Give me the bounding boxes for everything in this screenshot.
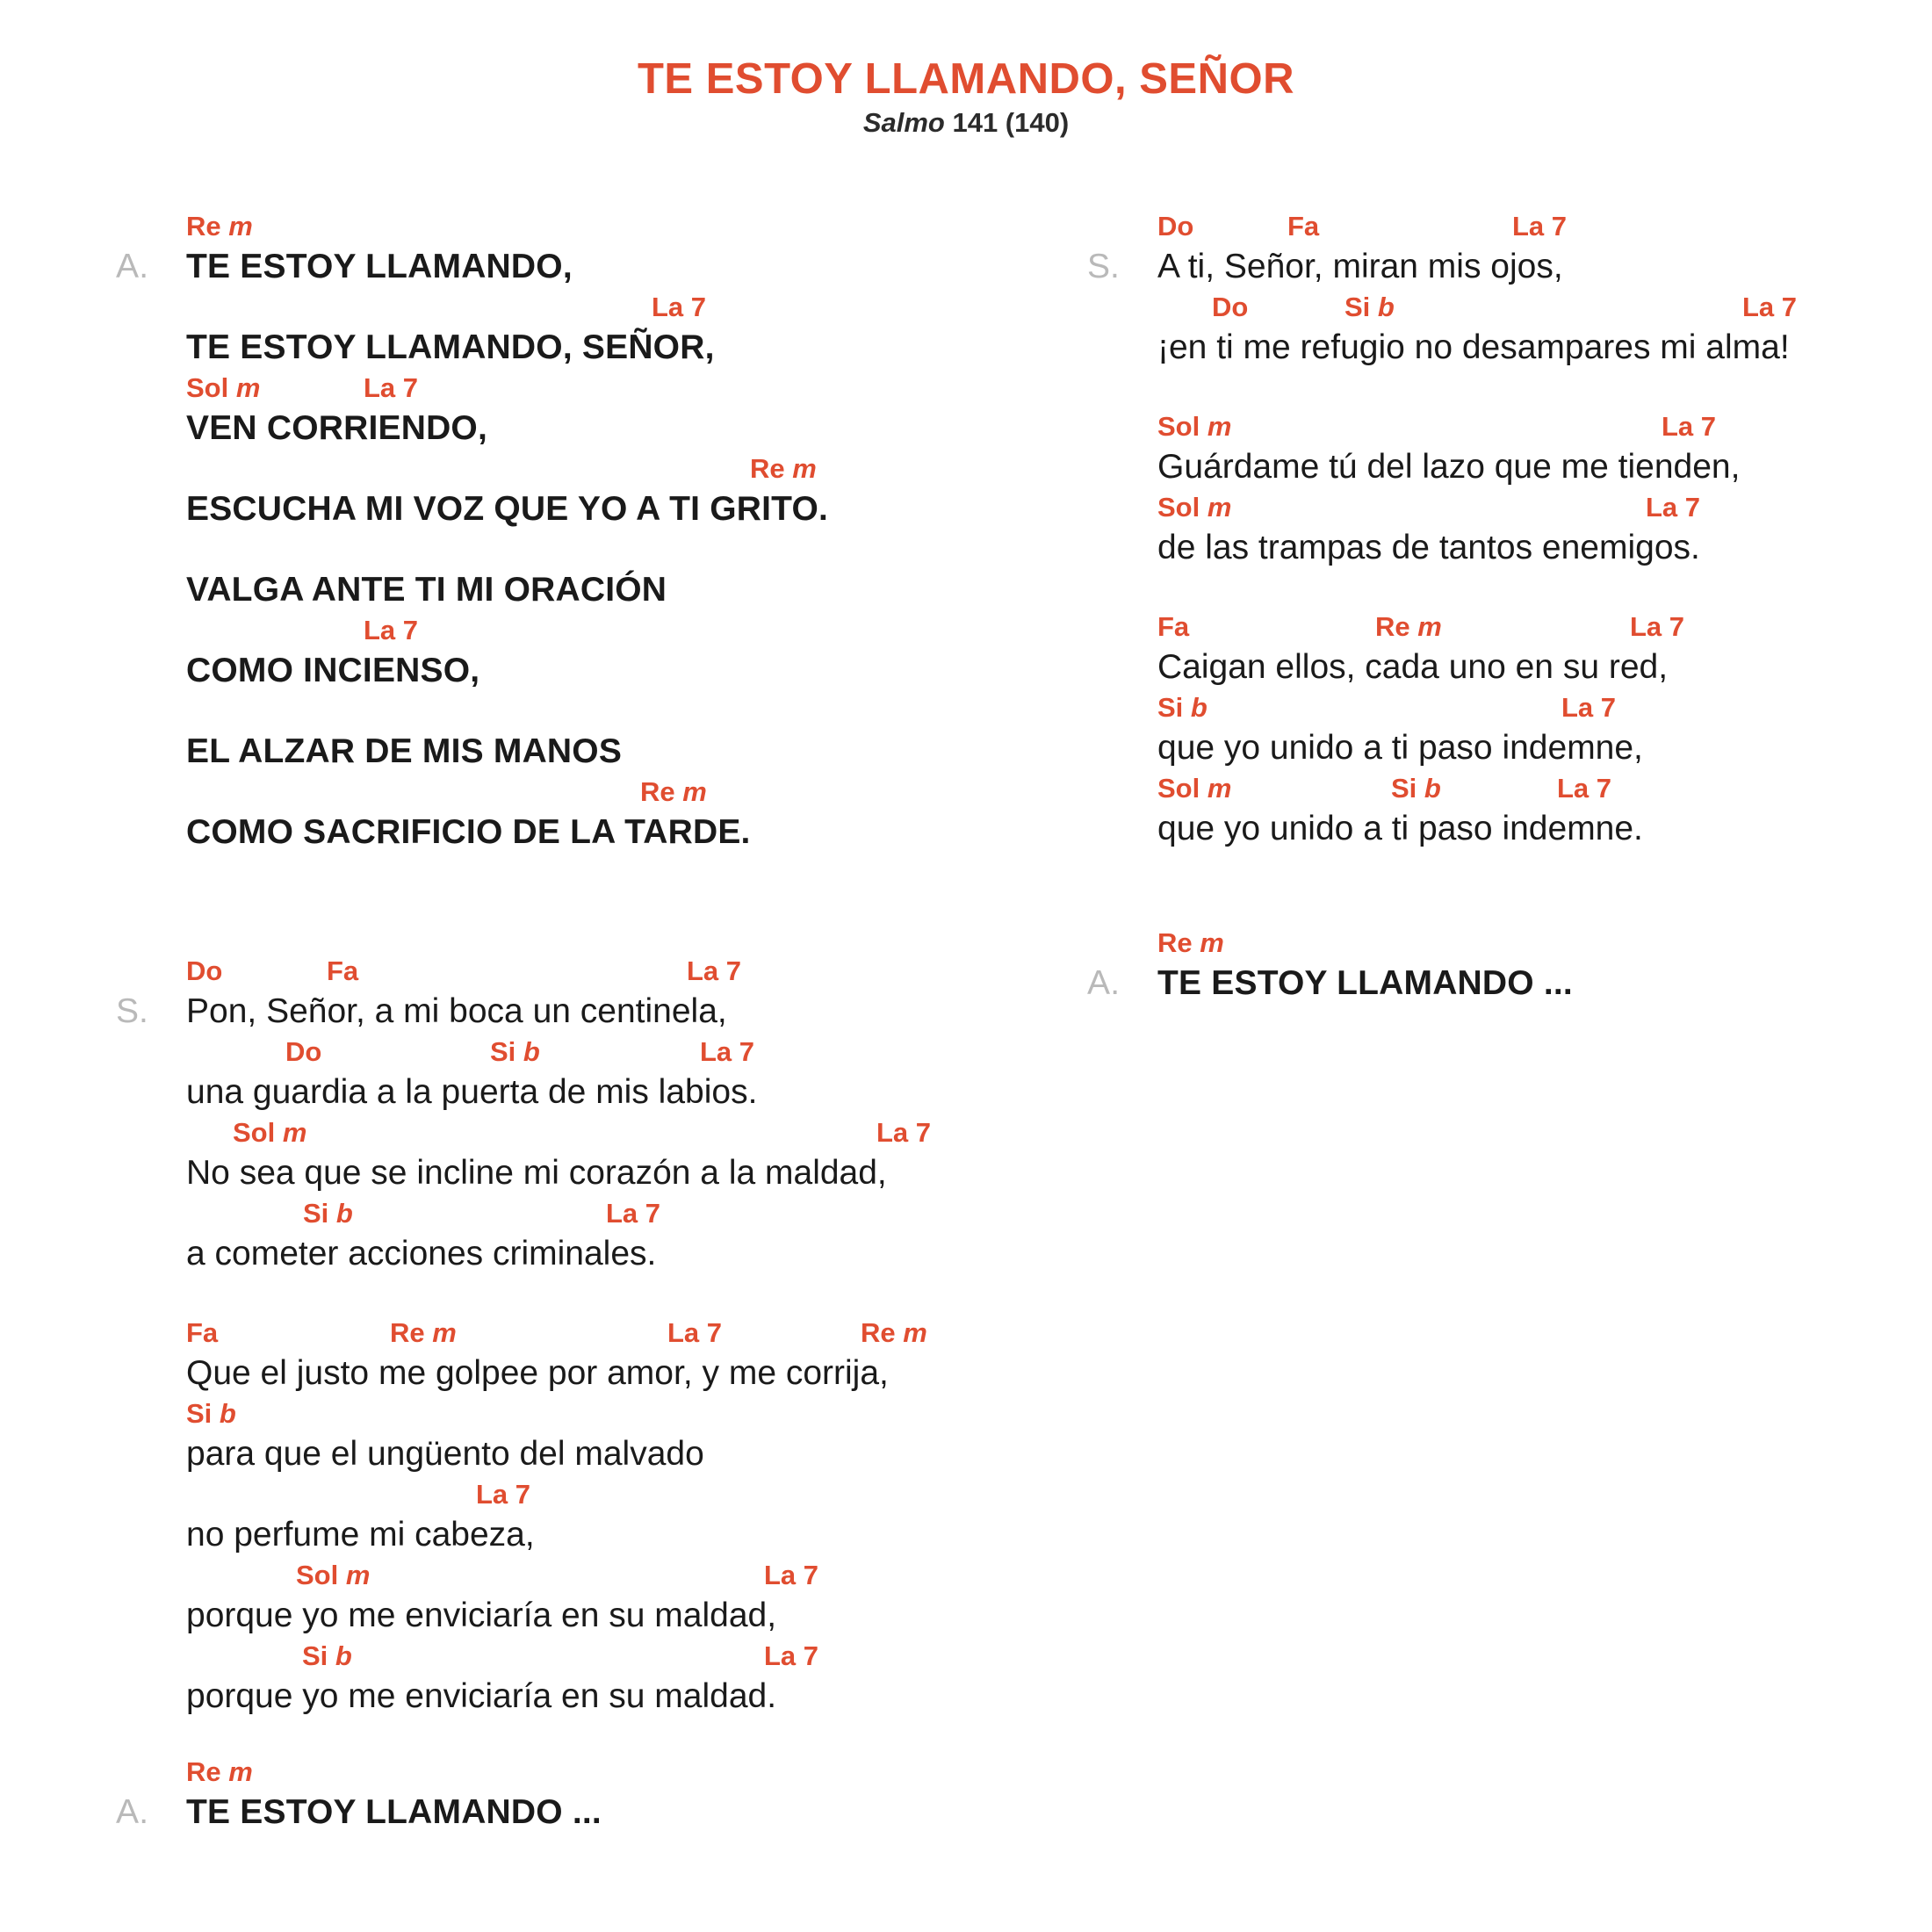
lyric-line: no perfume mi cabeza, (186, 1516, 535, 1554)
chord: Fa (1157, 611, 1190, 642)
song-line (186, 1033, 887, 1114)
lyric-line: VALGA ANTE TI MI ORACIÓN (186, 571, 667, 609)
chord: La 7 (652, 292, 707, 322)
lyric-line: TE ESTOY LLAMANDO, SEÑOR, (186, 328, 715, 366)
chord: Do (1212, 292, 1249, 322)
song-line (186, 1637, 889, 1718)
chord: La 7 (1557, 773, 1612, 804)
song-subtitle (0, 105, 1932, 141)
chord: Fa (327, 955, 359, 986)
chord: Do (1157, 211, 1194, 242)
song-header (0, 54, 1932, 141)
chord: Re m (861, 1317, 927, 1348)
chord: Re m (186, 1756, 253, 1787)
chord-row (186, 207, 977, 246)
lyric-line: ¡en ti me refugio no desampares mi alma! (1157, 328, 1790, 366)
chord: Si b (490, 1036, 540, 1067)
soloist-marker: S. (1087, 248, 1120, 285)
chord: La 7 (606, 1198, 661, 1229)
chord: Re m (390, 1317, 457, 1348)
lyric-line: S. A ti, Señor, miran mis ojos, (1157, 246, 1790, 288)
chord: Fa (186, 1317, 219, 1348)
song-line (1157, 608, 1685, 688)
antiphon-block (116, 207, 977, 854)
chord-row (1157, 924, 1573, 962)
chord-row (1157, 207, 1790, 246)
chord-row (186, 530, 977, 569)
chord: Re m (1375, 611, 1442, 642)
verse-block (1087, 207, 1798, 369)
chord-row (186, 952, 887, 991)
chord: La 7 (876, 1117, 932, 1148)
chord-row (186, 288, 977, 327)
song-line (116, 1753, 602, 1834)
chord: La 7 (364, 615, 419, 645)
chord: La 7 (687, 955, 742, 986)
lyric-line: que yo unido a ti paso indemne. (1157, 810, 1643, 847)
chord-row (1157, 407, 1740, 446)
lyric-line: Que el justo me golpee por amor, y me corrija, (186, 1354, 889, 1392)
antiphon-repeat-block (116, 1753, 602, 1834)
chord: Re m (1157, 927, 1224, 958)
soloist-marker: S. (116, 992, 148, 1030)
song-line (1087, 207, 1790, 288)
lyric-line: Guárdame tú del lazo que me tienden, (1157, 448, 1741, 486)
chord: Sol m (186, 372, 261, 403)
lyric-line: S. Pon, Señor, a mi boca un centinela, (186, 991, 887, 1033)
song-line (186, 692, 977, 773)
chord: Do (186, 955, 223, 986)
chord-row (186, 1033, 887, 1071)
song-line (186, 1475, 889, 1556)
chord: La 7 (667, 1317, 723, 1348)
song-line (116, 207, 977, 288)
chord-row (186, 1194, 887, 1233)
chord: La 7 (700, 1036, 755, 1067)
chord-row (186, 369, 977, 407)
chord: La 7 (1742, 292, 1798, 322)
chord: Do (285, 1036, 322, 1067)
lyric-line: COMO INCIENSO, (186, 652, 480, 689)
chord: Si b (303, 1198, 353, 1229)
chord-row (186, 1314, 927, 1352)
chord: La 7 (476, 1479, 531, 1510)
lyric-line: COMO SACRIFICIO DE LA TARDE. (186, 813, 751, 851)
chord: Sol m (1157, 773, 1232, 804)
chord-row (1157, 769, 1668, 808)
lyric-line: a cometer acciones criminales. (186, 1235, 657, 1272)
chord: Si b (186, 1398, 236, 1429)
chord: Sol m (1157, 492, 1232, 523)
song-line (1157, 488, 1740, 569)
lyric-line: ESCUCHA MI VOZ QUE YO A TI GRITO. (186, 490, 829, 528)
chord: La 7 (1512, 211, 1568, 242)
chord-row (186, 1114, 932, 1152)
song-line (186, 1556, 889, 1637)
chord-row (1157, 488, 1740, 527)
song-line (186, 1194, 887, 1275)
lyric-line: A. TE ESTOY LLAMANDO ... (186, 1791, 602, 1834)
song-line (186, 450, 977, 530)
chord-row (186, 773, 977, 811)
chord: La 7 (364, 372, 419, 403)
lyric-line: A. TE ESTOY LLAMANDO, (186, 246, 977, 288)
antiphon-repeat-block (1087, 924, 1573, 1005)
lyric-line: porque yo me enviciaría en su maldad. (186, 1677, 777, 1715)
song-line (186, 369, 977, 450)
chord: Si b (1157, 692, 1208, 723)
chord: Re m (750, 453, 817, 484)
chord: Re m (640, 776, 707, 807)
song-line (1157, 769, 1668, 850)
song-line (186, 288, 977, 369)
song-line (186, 611, 977, 692)
chord-row (186, 1556, 889, 1595)
lyric-line: una guardia a la puerta de mis labios. (186, 1073, 758, 1111)
subtitle-psalm-label: Salmo (862, 107, 945, 138)
chord: La 7 (764, 1560, 819, 1590)
song-line (1087, 924, 1573, 1005)
lyric-line: para que el ungüento del malvado (186, 1435, 704, 1473)
chord-row (1157, 288, 1798, 327)
chord-row (186, 1395, 889, 1433)
song-line (186, 1314, 927, 1395)
chord: La 7 (764, 1640, 819, 1671)
chord: Sol m (296, 1560, 371, 1590)
song-line (116, 952, 887, 1033)
chord: La 7 (1662, 411, 1717, 442)
chord-row (186, 450, 977, 488)
verse-block (116, 952, 932, 1275)
chord: Si b (1344, 292, 1395, 322)
antiphon-marker: A. (116, 1793, 149, 1831)
song-line (186, 1114, 932, 1194)
lyric-line: EL ALZAR DE MIS MANOS (186, 732, 623, 770)
lyric-line: que yo unido a ti paso indemne, (1157, 729, 1643, 767)
chord-row (1157, 608, 1685, 646)
antiphon-marker: A. (116, 248, 149, 285)
verse-block (186, 1314, 927, 1718)
lyric-line: No sea que se incline mi corazón a la maldad, (186, 1154, 887, 1192)
chord: Si b (1391, 773, 1441, 804)
song-line (1157, 407, 1740, 488)
lyric-line: porque yo me enviciaría en su maldad, (186, 1597, 777, 1634)
chord-row (186, 1475, 889, 1514)
lyric-line: A. TE ESTOY LLAMANDO ... (1157, 962, 1573, 1005)
chord: Fa (1287, 211, 1320, 242)
subtitle-psalm-number: 141 (140) (944, 107, 1070, 138)
chord: Sol m (233, 1117, 307, 1148)
song-title: TE ESTOY LLAMANDO, SEÑOR (638, 55, 1294, 103)
chord-row (1157, 688, 1668, 727)
song-line (186, 530, 977, 611)
chord: La 7 (1630, 611, 1685, 642)
chord: La 7 (1646, 492, 1701, 523)
verse-block (1157, 608, 1685, 850)
left-column (116, 207, 977, 1831)
lyric-line: de las trampas de tantos enemigos. (1157, 529, 1700, 566)
chord-row (186, 1637, 889, 1676)
chord: Re m (186, 211, 253, 242)
song-line (186, 773, 977, 854)
lyric-line: Caigan ellos, cada uno en su red, (1157, 648, 1669, 686)
song-line (1157, 688, 1668, 769)
chord: Si b (302, 1640, 352, 1671)
verse-block (1157, 407, 1740, 569)
song-line (1157, 288, 1798, 369)
antiphon-marker: A. (1087, 964, 1121, 1002)
lyric-line: VEN CORRIENDO, (186, 409, 488, 447)
chord-row (186, 692, 977, 731)
chord: Sol m (1157, 411, 1232, 442)
chord-row (186, 611, 977, 650)
song-line (186, 1395, 889, 1475)
chord-row (186, 1753, 602, 1791)
chord: La 7 (1561, 692, 1617, 723)
